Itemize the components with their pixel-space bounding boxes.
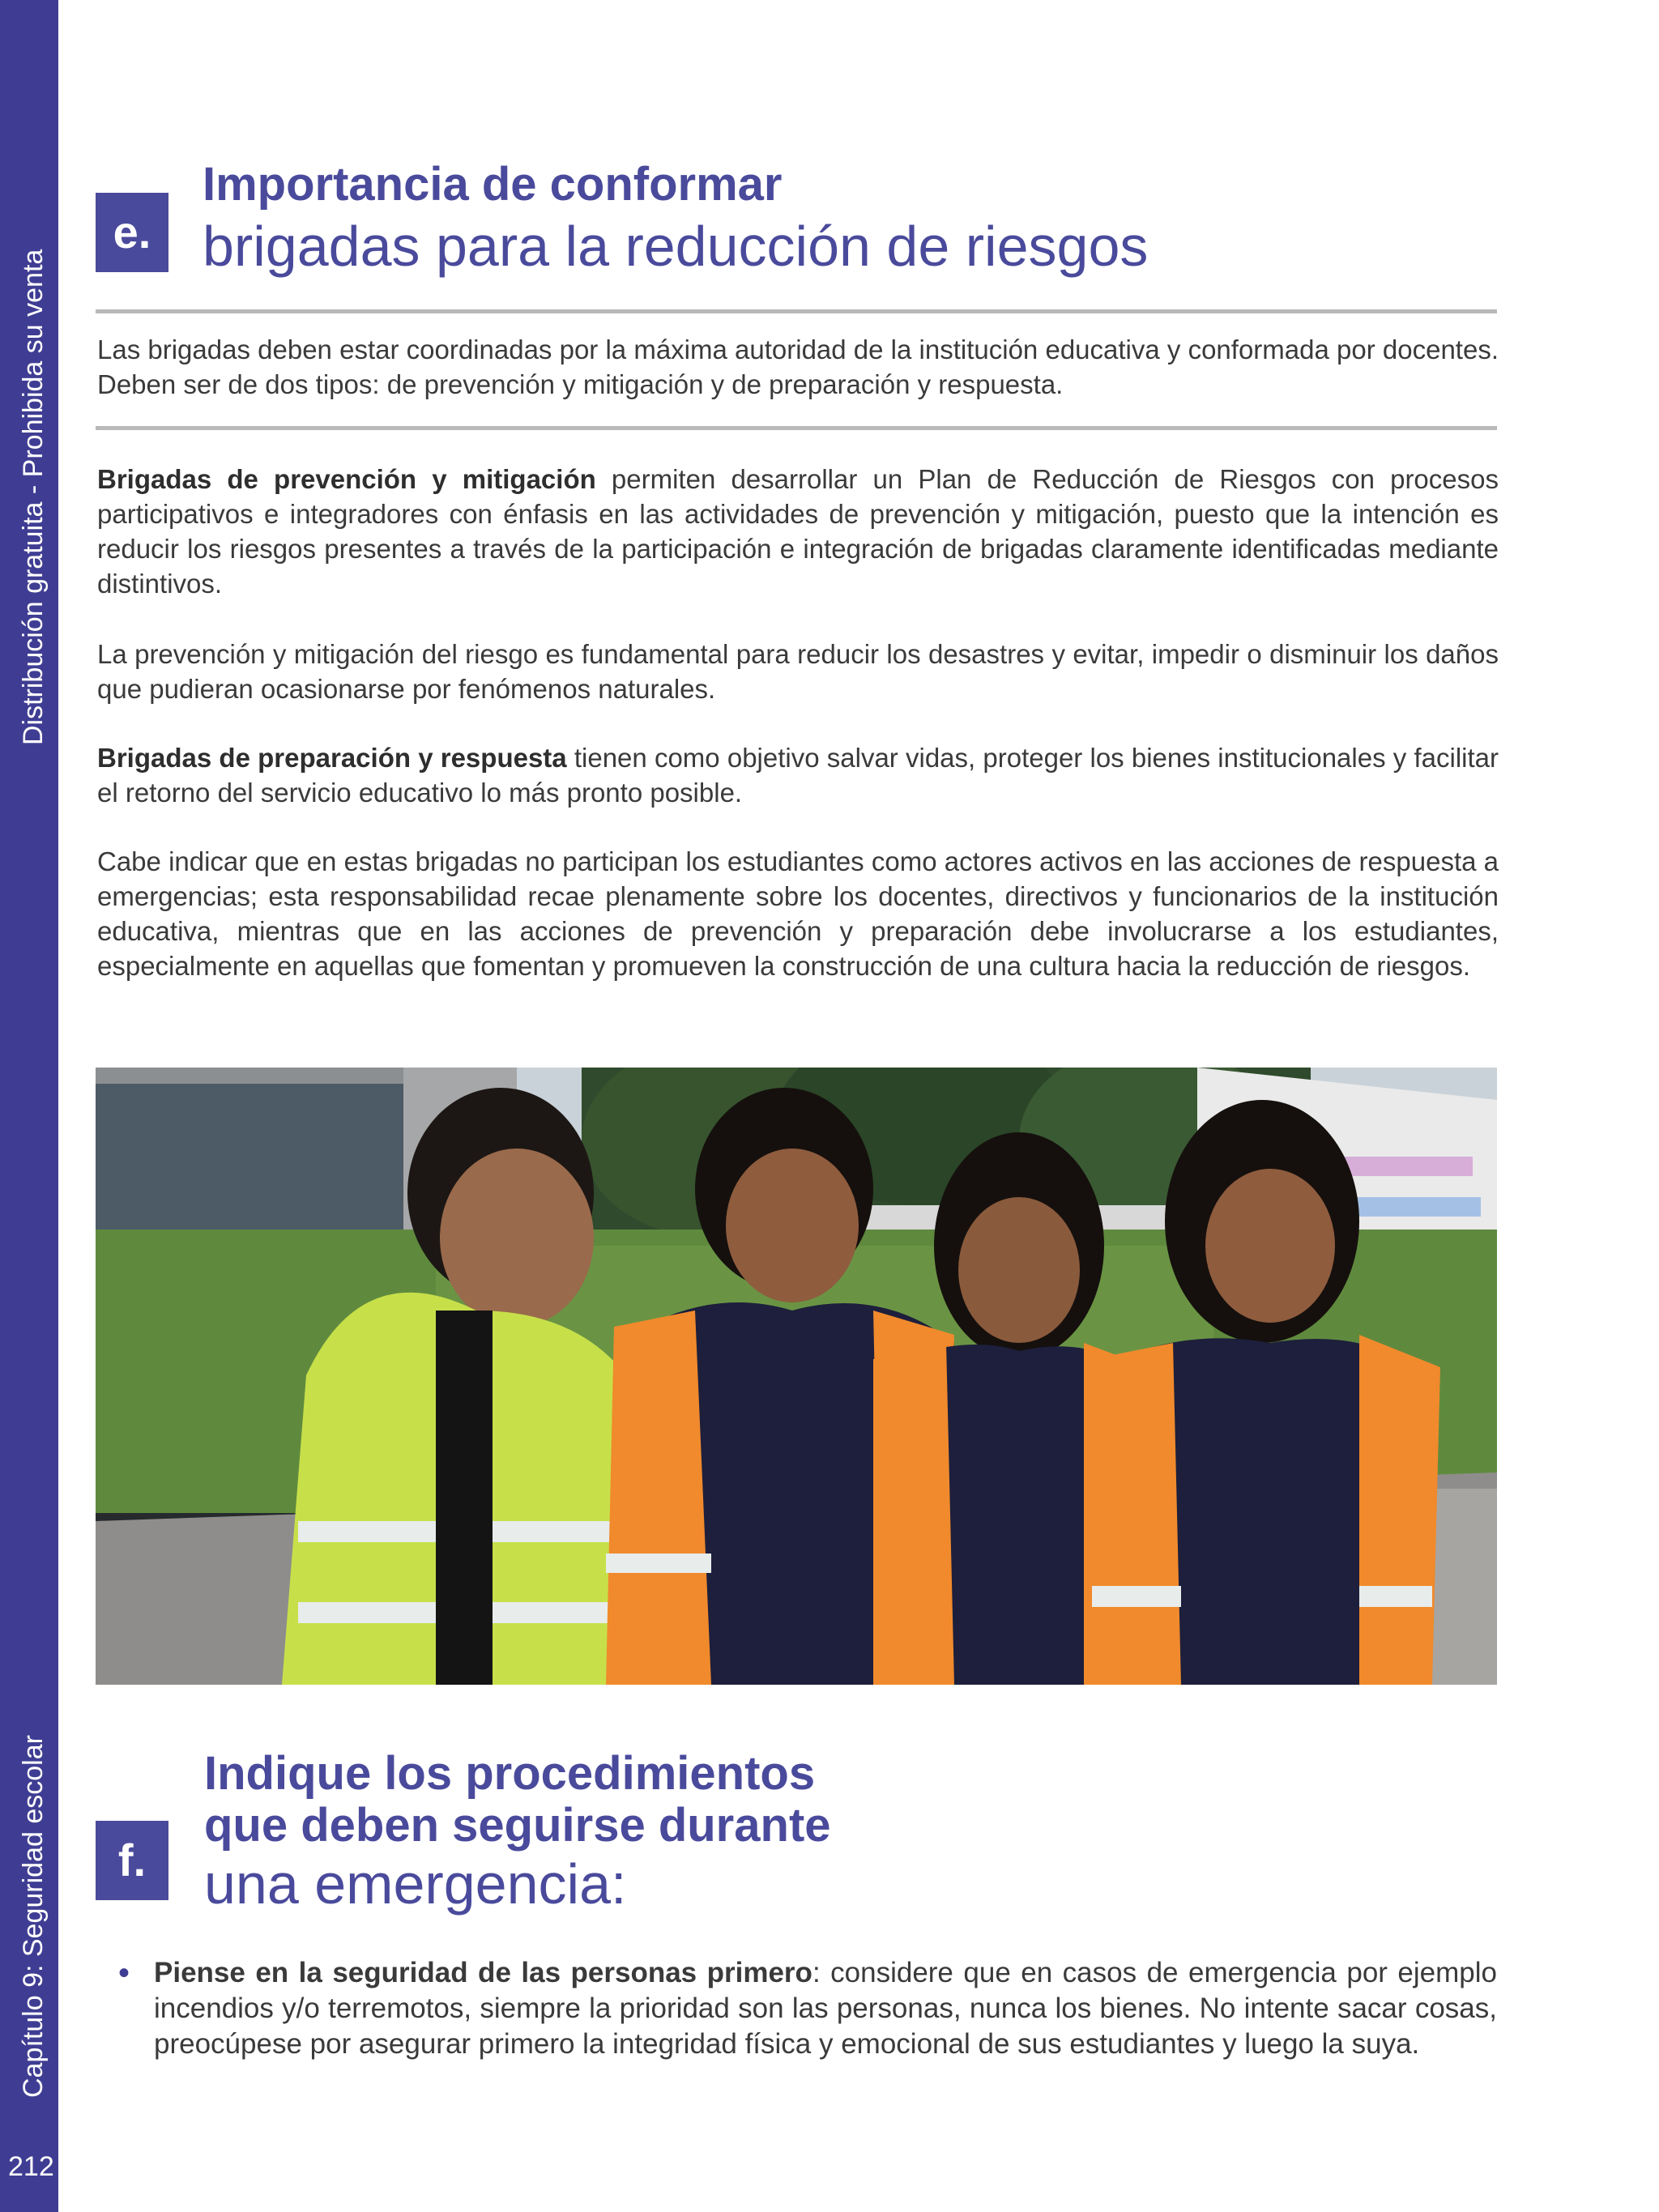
response-brigades-text: tienen como objetivo salvar vidas, proteger los bienes institucionales y facilitar el retorno del servicio educativo lo más pronto posible.: [97, 743, 1499, 808]
bullet-icon: •: [118, 1955, 130, 1991]
section-e-title-light: brigadas para la reducción de riesgos: [203, 215, 1149, 278]
photo-illustration: [96, 1068, 1497, 1685]
section-e-title-bold: Importancia de conformar: [203, 158, 783, 211]
prevention-brigades-term: Brigadas de prevención y mitigación: [97, 464, 596, 494]
sidebar-chapter-label: Capítulo 9: Seguridad escolar: [18, 1735, 49, 2098]
paragraph-prevention-brigades: [97, 462, 1499, 601]
paragraph-response-brigades: [97, 740, 1499, 810]
response-brigades-term: Brigadas de preparación y respuesta: [97, 743, 567, 773]
section-e-letter: e.: [96, 193, 168, 272]
paragraph-student-participation: Cabe indicar que en estas brigadas no participan los estudiantes como actores activos en las acciones de respuesta a emergencias; esta responsabilidad recae plenamente sobre los docentes, directivos y funcionarios de la institución educativa, mientras que en las acciones de prevención y preparación debe involucrarse a los estudiantes, especialmente en aquellas que fomentan y promueven la construcción de una cultura hacia la reducción de riesgos.: [97, 846, 1499, 981]
paragraph-prevention-importance: La prevención y mitigación del riesgo es fundamental para reducir los desastres y evitar, impedir o disminuir los daños que pudieran ocasionarse por fenómenos naturales.: [97, 639, 1499, 704]
section-f-title-bold-line2: que deben seguirse durante: [204, 1799, 831, 1852]
list-item-body: : considere que en casos de emergencia por ejemplo incendios y/o terremotos, siempre la prioridad son las personas, nunca los bienes. No intente sacar cosas, preocúpese por asegurar primero la integridad física y emocional de sus estudiantes y luego la suya.: [154, 1957, 1497, 2060]
divider-top: [96, 309, 1497, 313]
page-number: 212: [8, 2151, 54, 2182]
sidebar: [0, 0, 58, 2212]
section-f-title-light: una emergencia:: [204, 1852, 627, 1916]
sidebar-distribution-note: Distribución gratuita - Prohibida su venta: [18, 249, 49, 745]
section-f-title-bold-line1: Indique los procedimientos: [204, 1747, 816, 1800]
students-brigade-photo: [96, 1068, 1497, 1685]
list-item: [120, 1955, 1497, 2062]
prevention-brigades-text: permiten desarrollar un Plan de Reducción de Riesgos con procesos participativos e integradores con énfasis en las actividades de prevención y mitigación, puesto que la intención es reducir los riesgos presentes a través de la participación e integración de brigadas claramente identificadas mediante distintivos.: [97, 464, 1499, 599]
section-f-letter: f.: [96, 1821, 168, 1900]
list-item-bold: Piense en la seguridad de las personas primero: [154, 1957, 812, 1988]
procedures-list: [120, 1955, 1497, 2062]
section-e-intro: Las brigadas deben estar coordinadas por la máxima autoridad de la institución educativa y conformada por docentes. Deben ser de dos tipos: de prevención y mitigación y de preparación y respuesta.: [97, 335, 1499, 399]
list-item-text: [154, 1955, 1497, 2062]
divider-bottom: [96, 426, 1497, 430]
